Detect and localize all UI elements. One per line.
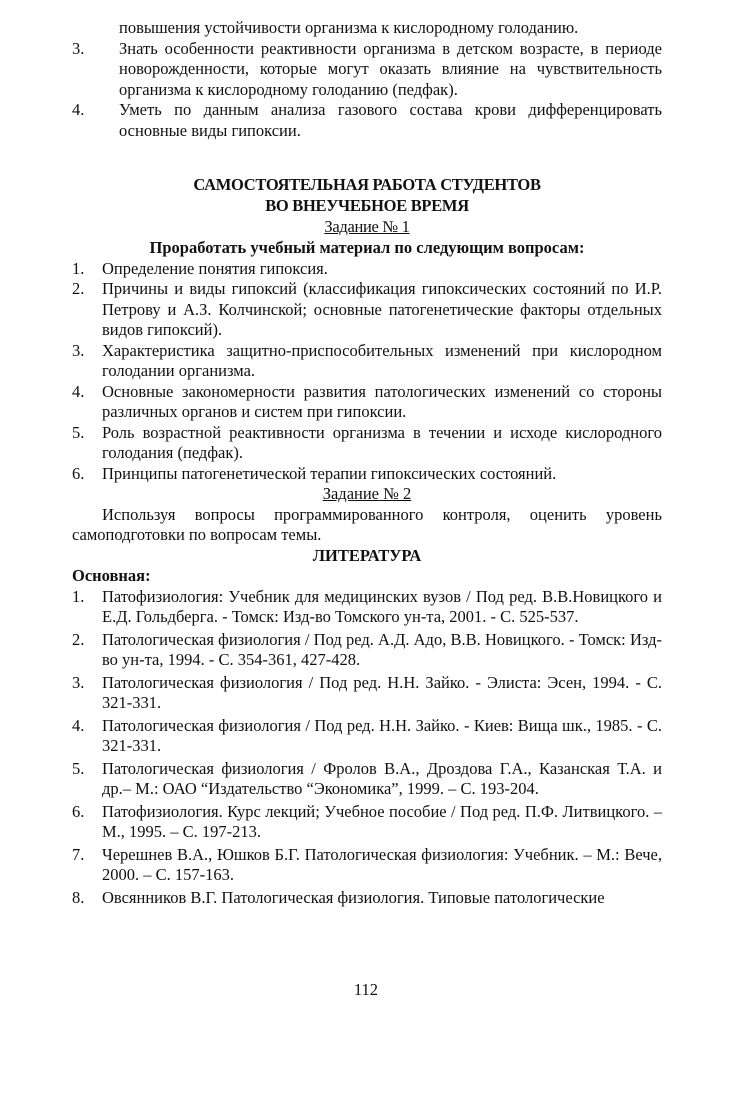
literature-item-number: 5. xyxy=(72,758,85,778)
task-1-block xyxy=(72,238,662,910)
literature-item-text: Патофизиология. Курс лекций; Учебное пособие / Под ред. П.Ф. Литвицкого. – М., 1995. – С. 197-213. xyxy=(102,801,662,841)
literature-item-4 xyxy=(72,716,662,757)
task-1-item-text: Причины и виды гипоксий (классификация гипоксических состояний по И.Р. Петрову и А.З. Колчинской; основные патогенетические факторы отдельных видов гипоксий). xyxy=(102,279,662,339)
literature-item-text: Патофизиология: Учебник для медицинских вузов / Под ред. В.В.Новицкого и Е.Д. Гольдберга. - Томск: Изд-во Томского ун-та, 2001. - С. 525-537. xyxy=(102,586,662,626)
literature-title: ЛИТЕРАТУРА xyxy=(312,545,422,565)
task-1-item-text: Характеристика защитно-приспособительных изменений при кислородном голодании организма. xyxy=(102,340,662,380)
task-1-item-number: 3. xyxy=(72,340,85,360)
task-1-item-4 xyxy=(72,382,662,423)
objective-text: Уметь по данным анализа газового состава крови дифференцировать основные виды гипоксии. xyxy=(119,100,662,140)
task-1-subtitle: Проработать учебный материал по следующим вопросам: xyxy=(149,238,585,257)
literature-item-text: Черешнев В.А., Юшков Б.Г. Патологическая физиология: Учебник. – М.: Вече, 2000. – С. 157-163. xyxy=(102,844,662,884)
page-number: 112 xyxy=(353,980,379,999)
objective-text: Знать особенности реактивности организма в детском возрасте, в периоде новорожденности, которые могут оказать влияние на чувствительность организма к кислородному голоданию (педфак). xyxy=(119,38,662,99)
task-1-item-number: 5. xyxy=(72,422,85,442)
section-title-line-1: САМОСТОЯТЕЛЬНАЯ РАБОТА СТУДЕНТОВ xyxy=(193,175,541,194)
task-1-item-5 xyxy=(72,423,662,464)
literature-item-number: 7. xyxy=(72,844,85,864)
task-1-item-text: Роль возрастной реактивности организма в течении и исходе кислородного голодания (педфак). xyxy=(102,422,662,462)
literature-item-number: 6. xyxy=(72,801,85,821)
task-1-item-number: 1. xyxy=(72,258,85,278)
objective-number: 3. xyxy=(72,38,85,58)
task-1-item-number: 4. xyxy=(72,381,85,401)
literature-item-2 xyxy=(72,630,662,671)
literature-list xyxy=(72,587,662,909)
literature-item-number: 8. xyxy=(72,887,85,907)
literature-item-text: Овсянников В.Г. Патологическая физиология. Типовые патологические xyxy=(102,887,605,907)
task-1-item-number: 6. xyxy=(72,463,85,483)
literature-item-text: Патологическая физиология / Под ред. Н.Н. Зайко. - Киев: Вища шк., 1985. - С. 321-331. xyxy=(102,715,662,755)
objective-number: 4. xyxy=(72,100,85,119)
task-2-title: Задание № 2 xyxy=(322,484,412,503)
task-1-item-3 xyxy=(72,341,662,382)
section-title-line-2: ВО ВНЕУЧЕБНОЕ ВРЕМЯ xyxy=(265,196,469,215)
literature-item-7 xyxy=(72,845,662,886)
literature-main-label: Основная: xyxy=(72,566,151,585)
intro-block xyxy=(72,18,662,141)
literature-item-number: 1. xyxy=(72,586,85,606)
section-heading xyxy=(72,174,662,237)
objective-item-3 xyxy=(72,39,662,101)
literature-item-number: 3. xyxy=(72,672,85,692)
task-1-item-1 xyxy=(72,259,662,280)
task-1-item-text: Основные закономерности развития патологических изменений со стороны различных органов и систем при гипоксии. xyxy=(102,381,662,421)
task-1-item-text: Определение понятия гипоксия. xyxy=(102,258,328,278)
task-1-title: Задание № 1 xyxy=(324,217,410,236)
task-1-list xyxy=(72,259,662,485)
objective-item-4 xyxy=(72,100,662,141)
task-1-item-number: 2. xyxy=(72,279,85,298)
literature-item-number: 2. xyxy=(72,629,85,649)
task-1-item-2 xyxy=(72,279,662,341)
literature-item-number: 4. xyxy=(72,715,85,735)
literature-item-8 xyxy=(72,888,662,909)
literature-item-6 xyxy=(72,802,662,843)
literature-item-text: Патологическая физиология / Фролов В.А., Дроздова Г.А., Казанская Т.А. и др.– М.: ОАО “Издательство “Экономика”, 1999. – С. 193-204. xyxy=(102,758,662,798)
literature-item-text: Патологическая физиология / Под ред. Н.Н. Зайко. - Элиста: Эсен, 1994. - С. 321-331. xyxy=(102,672,662,712)
task-1-item-text: Принципы патогенетической терапии гипоксических состояний. xyxy=(102,463,557,483)
literature-item-5 xyxy=(72,759,662,800)
literature-item-1 xyxy=(72,587,662,628)
task-1-item-6 xyxy=(72,464,662,485)
literature-item-3 xyxy=(72,673,662,714)
task-2-text: Используя вопросы программированного контроля, оценить уровень самоподготовки по вопросам темы. xyxy=(72,504,662,544)
intro-continuation-line: повышения устойчивости организма к кислородному голоданию. xyxy=(119,18,579,37)
literature-item-text: Патологическая физиология / Под ред. А.Д. Адо, В.В. Новицкого. - Томск: Изд-во ун-та, 1994. - С. 354-361, 427-428. xyxy=(102,629,662,669)
